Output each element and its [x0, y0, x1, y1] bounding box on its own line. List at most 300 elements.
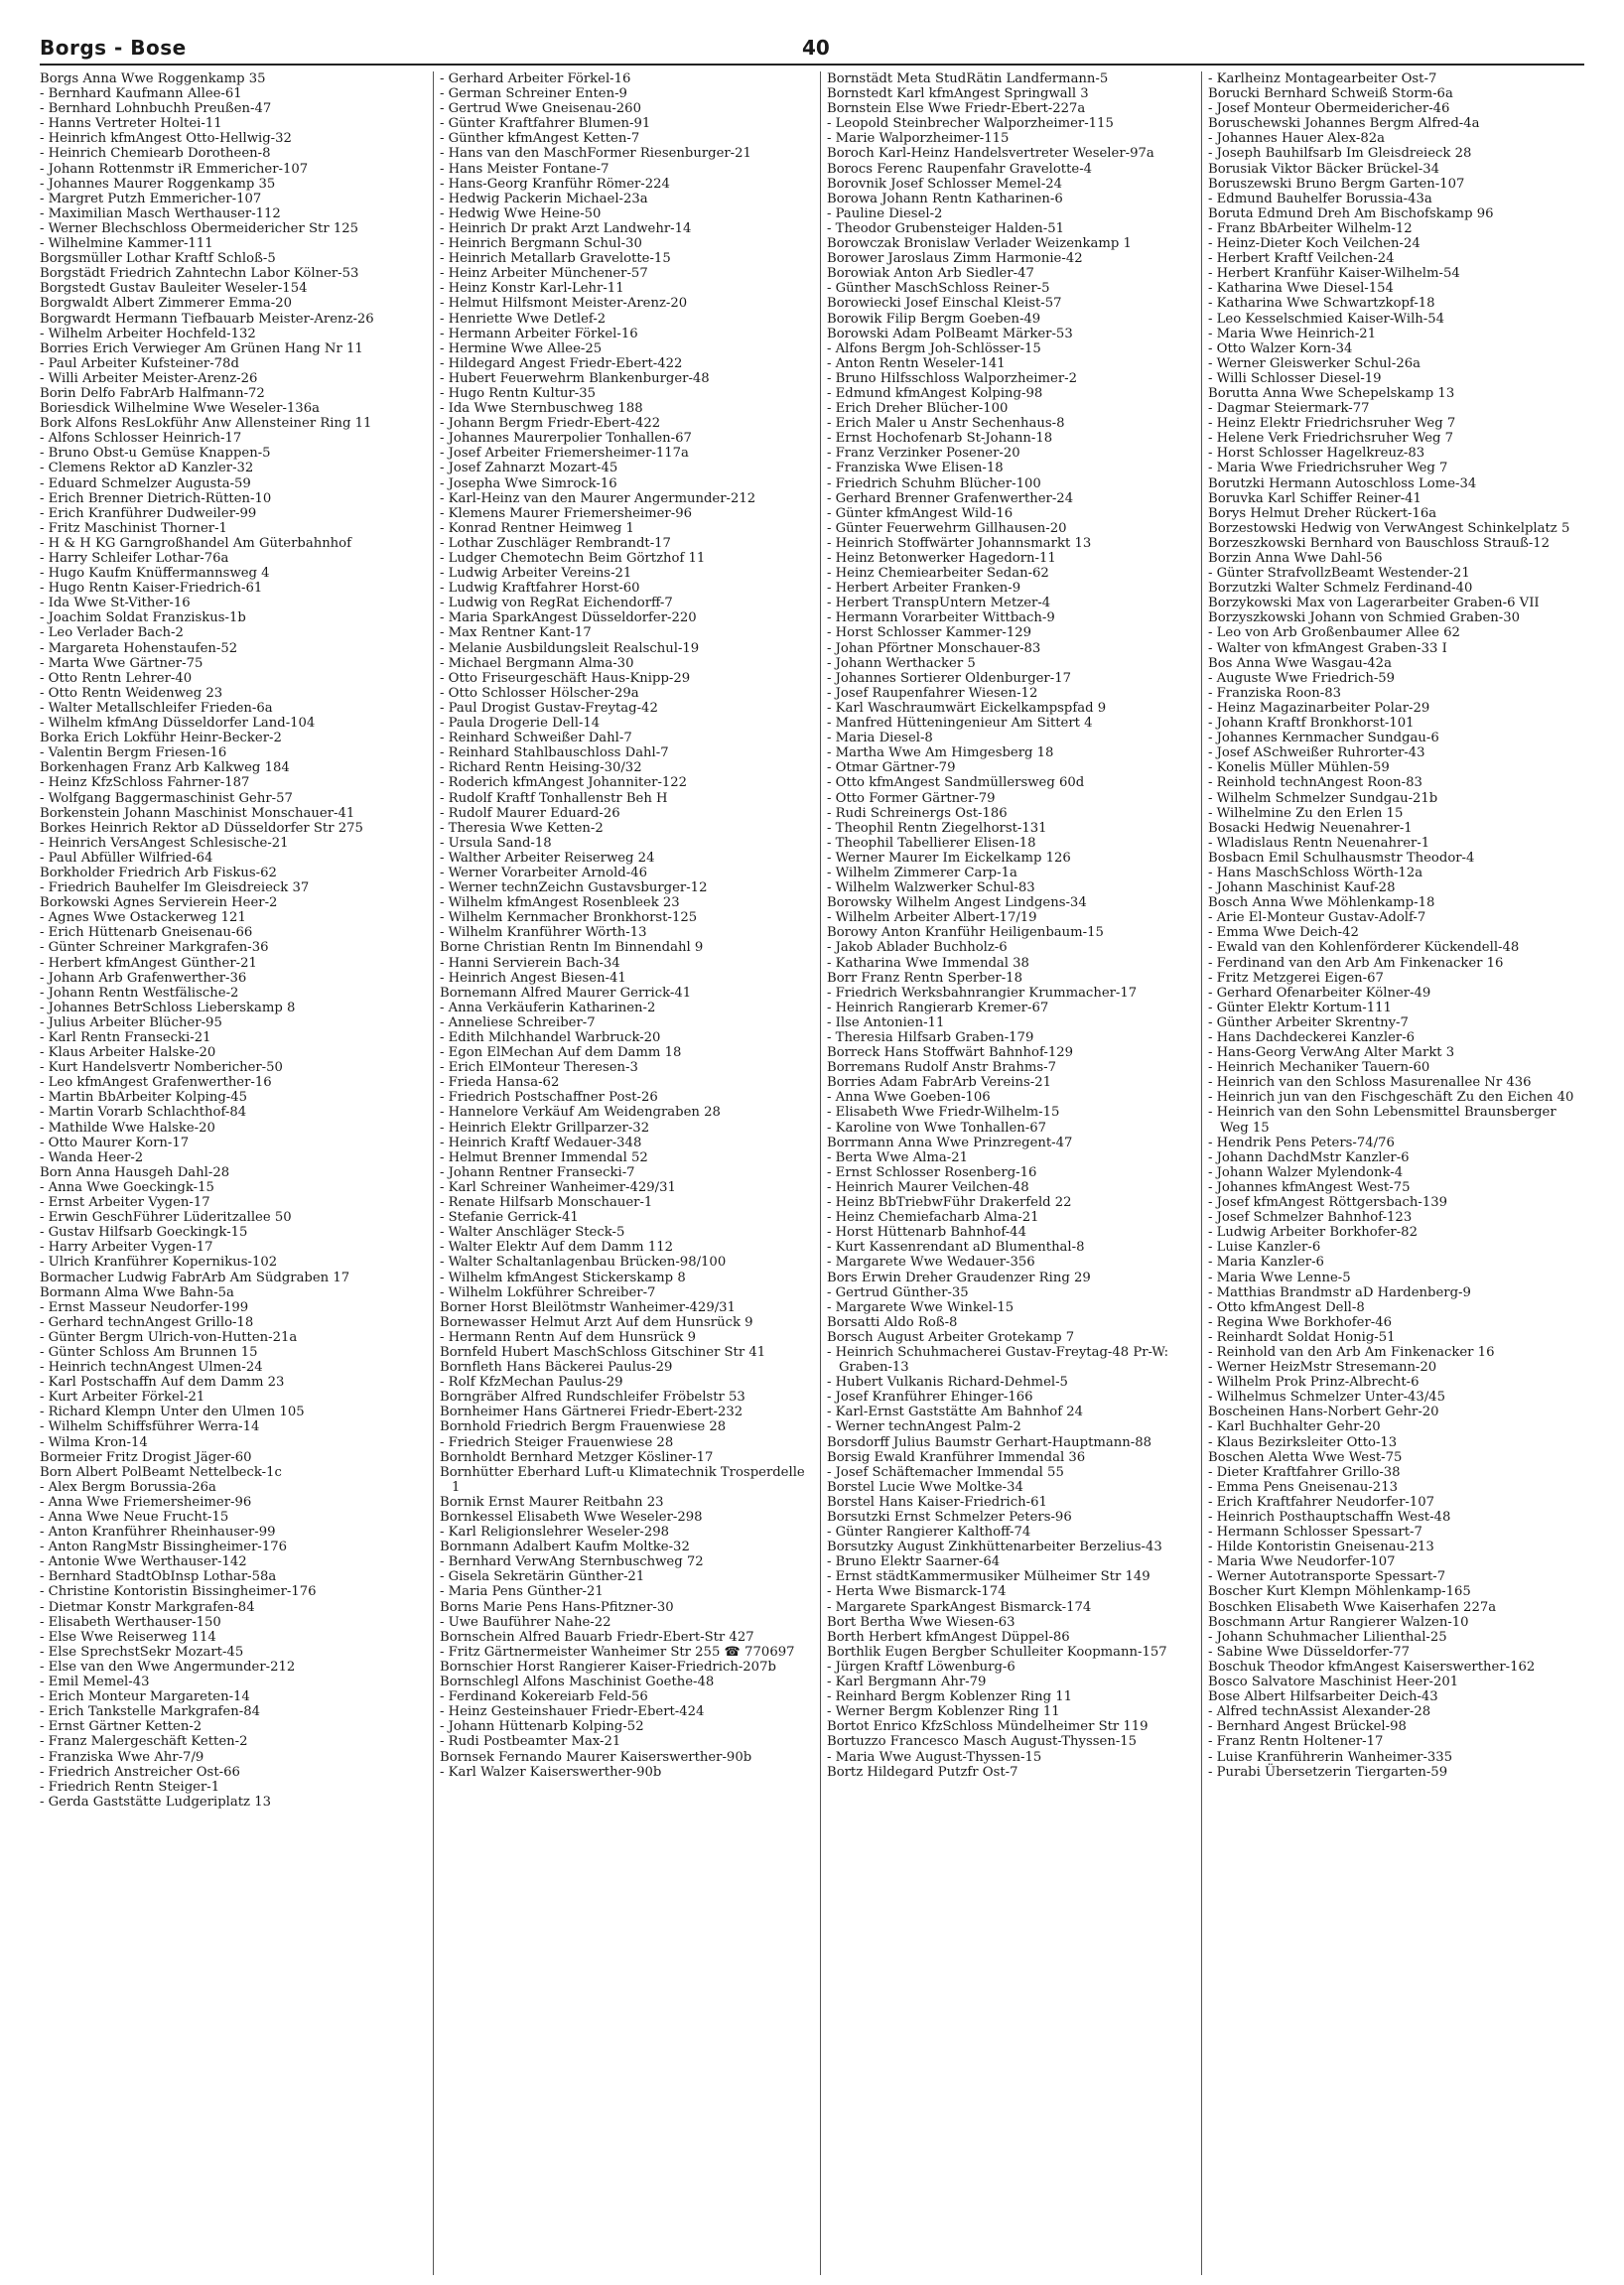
directory-entry: - Heinrich Posthauptschaffn West-48 [1208, 1510, 1451, 1525]
directory-entry: - Anna Wwe Neue Frucht-15 [40, 1510, 229, 1525]
directory-entry: - Anna Wwe Goeckingk-15 [40, 1179, 214, 1195]
directory-entry: Bornfeld Hubert MaschSchloss Gitschiner Str 41 [440, 1344, 766, 1360]
directory-entry: - Herbert Kraftf Veilchen-24 [1208, 251, 1395, 267]
directory-entry: - Maria Wwe Heinrich-21 [1208, 326, 1377, 341]
directory-entry: - Günter Schreiner Markgrafen-36 [40, 940, 269, 956]
directory-entry: - Luise Kranführerin Wanheimer-335 [1208, 1749, 1453, 1765]
directory-entry: - Uwe Bauführer Nahe-22 [440, 1614, 611, 1630]
directory-entry: - Purabi Übersetzerin Tiergarten-59 [1208, 1764, 1448, 1780]
directory-entry: - Heinz Elektr Friedrichsruher Weg 7 [1208, 416, 1456, 432]
directory-entry: - Theresia Hilfsarb Graben-179 [827, 1030, 1034, 1045]
directory-entry: Borthlik Eugen Bergber Schulleiter Koopmann-157 [827, 1644, 1167, 1660]
directory-entry: - Edmund Bauhelfer Borussia-43a [1208, 191, 1432, 206]
directory-entry: Borstel Hans Kaiser-Friedrich-61 [827, 1494, 1047, 1510]
directory-entry: Borns Marie Pens Hans-Pfitzner-30 [440, 1599, 674, 1615]
directory-entry: Bors Erwin Dreher Graudenzer Ring 29 [827, 1270, 1091, 1285]
directory-entry: Borth Herbert kfmAngest Düppel-86 [827, 1629, 1070, 1645]
directory-entry: Bosbacn Emil Schulhausmstr Theodor-4 [1208, 850, 1475, 866]
directory-entry: - Wilhelm Schmelzer Sundgau-21b [1208, 790, 1438, 806]
directory-entry: - Lothar Zuschläger Rembrandt-17 [440, 535, 671, 551]
directory-entry: - Hanni Servierein Bach-34 [440, 955, 620, 971]
directory-entry: - Bernhard Lohnbuchh Preußen-47 [40, 101, 272, 117]
directory-entry: - Alfons Schlosser Heinrich-17 [40, 431, 242, 447]
directory-entry: - Katharina Wwe Schwartzkopf-18 [1208, 296, 1435, 312]
directory-entry: - Rudolf Maurer Eduard-26 [440, 805, 620, 821]
directory-entry: - Willi Arbeiter Meister-Arenz-26 [40, 370, 258, 386]
directory-entry: - Reinhold van den Arb Am Finkenacker 16 [1208, 1344, 1495, 1360]
directory-entry: Borsutzky August Zinkhüttenarbeiter Berzelius-43 [827, 1540, 1162, 1555]
directory-entry: - Walter Schaltanlagenbau Brücken-98/100 [440, 1255, 727, 1271]
directory-entry: - Otto Rentn Weidenweg 23 [40, 685, 223, 701]
directory-entry: - Wilhelm Zimmerer Carp-1a [827, 865, 1017, 880]
directory-entry: - Anna Wwe Friemersheimer-96 [40, 1494, 252, 1510]
directory-entry: - Ewald van den Kohlenförderer Kückendell-48 [1208, 940, 1520, 956]
directory-entry: - Erich Brenner Dietrich-Rütten-10 [40, 490, 272, 506]
directory-entry: - Fritz Gärtnermeister Wanheimer Str 255 ☎ 770697 [440, 1644, 795, 1660]
directory-entry: Bornsek Fernando Maurer Kaiserswerther-90b [440, 1749, 752, 1765]
directory-entry: - Klaus Arbeiter Halske-20 [40, 1045, 216, 1061]
directory-entry: - Helmut Brenner Immendal 52 [440, 1149, 648, 1165]
column-1 [40, 71, 417, 2275]
directory-entry: - Günther Arbeiter Skrentny-7 [1208, 1014, 1409, 1030]
directory-entry: - Dieter Kraftfahrer Grillo-38 [1208, 1464, 1401, 1480]
directory-entry: Borne Christian Rentn Im Binnendahl 9 [440, 940, 704, 956]
directory-entry: - Auguste Wwe Friedrich-59 [1208, 670, 1396, 686]
directory-entry: - Margarete Wwe Winkel-15 [827, 1299, 1015, 1315]
directory-entry: - Regina Wwe Borkhofer-46 [1208, 1314, 1393, 1330]
directory-entry: Borzyszkowski Johann von Schmied Graben-30 [1208, 610, 1521, 626]
directory-entry: - Elisabeth Werthauser-150 [40, 1614, 221, 1630]
directory-entry: - Frieda Hansa-62 [440, 1075, 560, 1091]
directory-entry: Bormeier Fritz Drogist Jäger-60 [40, 1449, 252, 1465]
directory-entry: Borsutzki Ernst Schmelzer Peters-96 [827, 1510, 1072, 1525]
directory-entry: Borngräber Alfred Rundschleifer Fröbelstr 53 [440, 1390, 745, 1406]
directory-entry: - Rudi Schreinergs Ost-186 [827, 805, 1008, 821]
directory-entry: - Sabine Wwe Düsseldorfer-77 [1208, 1644, 1411, 1660]
directory-entry: - Ludwig Arbeiter Borkhofer-82 [1208, 1225, 1418, 1241]
directory-entry: Borowy Anton Kranführ Heiligenbaum-15 [827, 925, 1104, 941]
directory-entry: - Manfred Hütteningenieur Am Sittert 4 [827, 716, 1093, 732]
directory-entry: - Heinrich jun van den Fischgeschäft Zu den Eichen 40 [1208, 1090, 1574, 1106]
directory-entry: - Paul Arbeiter Kufsteiner-78d [40, 355, 239, 371]
directory-entry: - Wilhelmine Zu den Erlen 15 [1208, 805, 1404, 821]
directory-entry: - Hedwig Packerin Michael-23a [440, 191, 648, 206]
directory-entry: - Kurt Arbeiter Förkel-21 [40, 1390, 205, 1406]
directory-entry: - Franziska Wwe Ahr-7/9 [40, 1749, 204, 1765]
directory-entry: - Klaus Bezirksleiter Otto-13 [1208, 1434, 1398, 1450]
directory-entry: - German Schreiner Enten-9 [440, 86, 627, 102]
directory-entry: - Katharina Wwe Immendal 38 [827, 955, 1029, 971]
directory-entry: Borgstädt Friedrich Zahntechn Labor Kölner-53 [40, 266, 359, 282]
directory-entry: - Johann Werthacker 5 [827, 655, 976, 671]
directory-entry: - Bernhard VerwAng Sternbuschweg 72 [440, 1554, 704, 1570]
directory-entry: - Luise Kanzler-6 [1208, 1240, 1321, 1256]
directory-entry: - Walter von kfmAngest Graben-33 I [1208, 640, 1447, 656]
directory-entry: Boscher Kurt Klempn Möhlenkamp-165 [1208, 1584, 1471, 1600]
directory-entry: - Wilhelm kfmAng Düsseldorfer Land-104 [40, 716, 316, 732]
directory-entry: - Bruno Elektr Saarner-64 [827, 1554, 1001, 1570]
directory-entry: - Heinrich Dr prakt Arzt Landwehr-14 [440, 220, 692, 236]
directory-entry: - Otto Rentn Lehrer-40 [40, 670, 193, 686]
directory-entry: - Günter Bergm Ulrich-von-Hutten-21a [40, 1329, 298, 1345]
directory-entry: - Leo Kesselschmied Kaiser-Wilh-54 [1208, 311, 1445, 327]
directory-entry: Borowik Filip Bergm Goeben-49 [827, 311, 1041, 327]
directory-entry: - Heinrich van den Sohn Lebensmittel Braunsberger Weg 15 [1208, 1105, 1560, 1136]
directory-entry: - Karl Walzer Kaiserswerther-90b [440, 1764, 662, 1780]
directory-entry: - Erich Tankstelle Markgrafen-84 [40, 1704, 260, 1720]
directory-entry: Boruszewski Bruno Bergm Garten-107 [1208, 176, 1465, 192]
directory-entry: Borgwaldt Albert Zimmerer Emma-20 [40, 296, 292, 312]
directory-entry: - Heinz BbTriebwFühr Drakerfeld 22 [827, 1195, 1072, 1211]
directory-entry: - Bruno Obst-u Gemüse Knappen-5 [40, 446, 271, 462]
directory-entry: - Heinz Betonwerker Hagedorn-11 [827, 551, 1056, 566]
directory-entry: - Helene Verk Friedrichsruher Weg 7 [1208, 431, 1454, 447]
directory-entry: - Michael Bergmann Alma-30 [440, 655, 634, 671]
directory-entry: Bormacher Ludwig FabrArb Am Südgraben 17 [40, 1270, 350, 1285]
directory-entry: Borowiecki Josef Einschal Kleist-57 [827, 296, 1062, 312]
directory-entry: - Werner Maurer Im Eickelkamp 126 [827, 850, 1071, 866]
directory-entry: - Leopold Steinbrecher Walporzheimer-115 [827, 116, 1114, 132]
directory-entry: Bose Albert Hilfsarbeiter Deich-43 [1208, 1689, 1438, 1705]
directory-entry: - Herbert Kranführ Kaiser-Wilhelm-54 [1208, 266, 1460, 282]
directory-entry: Borremans Rudolf Anstr Brahms-7 [827, 1060, 1057, 1076]
directory-entry: - Wilma Kron-14 [40, 1434, 148, 1450]
directory-entry: Boruvka Karl Schiffer Reiner-41 [1208, 490, 1421, 506]
directory-entry: Bornstedt Karl kfmAngest Springwall 3 [827, 86, 1089, 102]
directory-entry: - Else SprechstSekr Mozart-45 [40, 1644, 244, 1660]
directory-entry: - Anna Wwe Goeben-106 [827, 1090, 991, 1106]
directory-entry: - Horst Schlosser Kammer-129 [827, 625, 1032, 641]
directory-entry: Borowiak Anton Arb Siedler-47 [827, 266, 1034, 282]
directory-entry: - Heinrich VersAngest Schlesische-21 [40, 835, 289, 851]
directory-entry: - Theophil Tabellierer Elisen-18 [827, 835, 1036, 851]
directory-entry: - Johannes kfmAngest West-75 [1208, 1179, 1411, 1195]
directory-entry: - Heinz Arbeiter Münchener-57 [440, 266, 648, 282]
directory-entry: - Franz Verzinker Posener-20 [827, 446, 1020, 462]
directory-entry: - Margarete SparkAngest Bismarck-174 [827, 1599, 1092, 1615]
directory-entry: - Rolf KfzMechan Paulus-29 [440, 1375, 623, 1391]
directory-entry: Borreck Hans Stoffwärt Bahnhof-129 [827, 1045, 1074, 1061]
directory-entry: - Friedrich Rentn Steiger-1 [40, 1779, 220, 1795]
directory-entry: - Hedwig Wwe Heine-50 [440, 205, 602, 221]
directory-entry: - Hans-Georg Kranführ Römer-224 [440, 176, 670, 192]
directory-entry: - Wilhelmus Schmelzer Unter-43/45 [1208, 1390, 1446, 1406]
directory-columns [40, 71, 1584, 2275]
directory-entry: - Erich Kraftfahrer Neudorfer-107 [1208, 1494, 1435, 1510]
directory-entry: - Ulrich Kranführer Kopernikus-102 [40, 1255, 278, 1271]
directory-entry: - Karl Religionslehrer Weseler-298 [440, 1525, 670, 1541]
column-4 [1201, 71, 1585, 2275]
directory-entry: Bortot Enrico KfzSchloss Mündelheimer Str 119 [827, 1719, 1149, 1735]
directory-entry: Bortuzzo Francesco Masch August-Thyssen-15 [827, 1734, 1138, 1750]
directory-entry: - Ludwig Arbeiter Vereins-21 [440, 566, 632, 582]
directory-entry: - Kurt Handelsvertr Nombericher-50 [40, 1060, 283, 1076]
directory-entry: Borka Erich Lokführ Heinr-Becker-2 [40, 731, 282, 746]
directory-entry: Boruta Edmund Dreh Am Bischofskamp 96 [1208, 205, 1494, 221]
directory-entry: - Heinrich Metallarb Gravelotte-15 [440, 251, 671, 267]
directory-entry: Bosch Anna Wwe Möhlenkamp-18 [1208, 895, 1435, 911]
directory-entry: - Alex Bergm Borussia-26a [40, 1479, 216, 1495]
directory-entry: Bornkessel Elisabeth Wwe Weseler-298 [440, 1510, 703, 1525]
directory-entry: - Leo Verlader Bach-2 [40, 625, 184, 641]
directory-entry: - Max Rentner Kant-17 [440, 625, 592, 641]
directory-entry: - Paula Drogerie Dell-14 [440, 716, 601, 732]
directory-entry: - Hendrik Pens Peters-74/76 [1208, 1135, 1395, 1150]
directory-entry: - Stefanie Gerrick-41 [440, 1210, 579, 1226]
directory-entry: - Bernhard StadtObInsp Lothar-58a [40, 1569, 277, 1585]
directory-entry: Borkenhagen Franz Arb Kalkweg 184 [40, 760, 290, 776]
directory-entry: - Josef Arbeiter Friemersheimer-117a [440, 446, 689, 462]
directory-entry: - Gerhard Ofenarbeiter Kölner-49 [1208, 985, 1431, 1001]
directory-entry: - Friedrich Anstreicher Ost-66 [40, 1764, 240, 1780]
directory-entry: - Anna Verkäuferin Katharinen-2 [440, 1000, 656, 1015]
directory-entry: - Johannes Maurer Roggenkamp 35 [40, 176, 276, 192]
directory-entry: - Josef Monteur Obermeidericher-46 [1208, 101, 1450, 117]
directory-entry: - Anton RangMstr Bissingheimer-176 [40, 1540, 288, 1555]
directory-entry: - Heinz Konstr Karl-Lehr-11 [440, 281, 624, 297]
directory-entry: - Heinrich Maurer Veilchen-48 [827, 1179, 1029, 1195]
directory-entry: - Karoline von Wwe Tonhallen-67 [827, 1120, 1046, 1136]
directory-entry: - Elisabeth Wwe Friedr-Wilhelm-15 [827, 1105, 1060, 1121]
directory-entry: - Hans Meister Fontane-7 [440, 161, 609, 177]
directory-entry: Bornholdt Bernhard Metzger Kösliner-17 [440, 1449, 714, 1465]
directory-entry: - Bruno Hilfsschloss Walporzheimer-2 [827, 370, 1077, 386]
directory-entry: - Johannes BetrSchloss Lieberskamp 8 [40, 1000, 296, 1015]
directory-entry: Borzestowski Hedwig von VerwAngest Schinkelplatz 5 [1208, 520, 1570, 536]
directory-entry: - Johannes Kernmacher Sundgau-6 [1208, 731, 1439, 746]
directory-entry: - Karl-Ernst Gaststätte Am Bahnhof 24 [827, 1405, 1084, 1420]
directory-entry: - Arie El-Monteur Gustav-Adolf-7 [1208, 910, 1426, 926]
directory-entry: - Heinz-Dieter Koch Veilchen-24 [1208, 236, 1421, 252]
directory-entry: - Heinrich Chemiearb Dorotheen-8 [40, 146, 271, 162]
directory-entry: Borsch August Arbeiter Grotekamp 7 [827, 1329, 1075, 1345]
directory-entry: - Josef Schmelzer Bahnhof-123 [1208, 1210, 1413, 1226]
directory-entry: - Heinz Magazinarbeiter Polar-29 [1208, 700, 1430, 716]
directory-entry: - Clemens Rektor aD Kanzler-32 [40, 461, 254, 476]
directory-entry: - Johann Schuhmacher Lilienthal-25 [1208, 1629, 1447, 1645]
directory-entry: - Emma Pens Gneisenau-213 [1208, 1479, 1398, 1495]
directory-entry: Boriesdick Wilhelmine Wwe Weseler-136a [40, 401, 320, 417]
directory-entry: - Anneliese Schreiber-7 [440, 1014, 596, 1030]
directory-entry: - Erich ElMonteur Theresen-3 [440, 1060, 638, 1076]
directory-entry: - Jürgen Kraftf Löwenburg-6 [827, 1659, 1015, 1675]
directory-entry: Boschken Elisabeth Wwe Kaiserhafen 227a [1208, 1599, 1497, 1615]
directory-entry: Borkenstein Johann Maschinist Monschauer-41 [40, 805, 355, 821]
directory-entry: - Anton Kranführer Rheinhauser-99 [40, 1525, 276, 1541]
directory-entry: - Gisela Sekretärin Günther-21 [440, 1569, 645, 1585]
directory-entry: - Wilhelm Kranführer Wörth-13 [440, 925, 647, 941]
directory-entry: Bort Bertha Wwe Wiesen-63 [827, 1614, 1015, 1630]
directory-entry: Borzutzki Walter Schmelz Ferdinand-40 [1208, 581, 1473, 597]
directory-entry: - H & H KG Garngroßhandel Am Güterbahnhof [40, 535, 351, 551]
directory-entry: - Konelis Müller Mühlen-59 [1208, 760, 1390, 776]
directory-entry: Bornstädt Meta StudRätin Landfermann-5 [827, 71, 1109, 86]
directory-entry: - Johannes Maurerpolier Tonhallen-67 [440, 431, 692, 447]
directory-entry: - Heinrich Schuhmacherei Gustav-Freytag-48 Pr-W: Graben-13 [827, 1344, 1173, 1376]
directory-entry: - Wilhelm kfmAngest Rosenbleek 23 [440, 895, 680, 911]
directory-entry: - Emma Wwe Deich-42 [1208, 925, 1359, 941]
directory-entry: - Werner Blechschloss Obermeidericher Str 125 [40, 220, 358, 236]
directory-entry: - Heinz KfzSchloss Fahrner-187 [40, 775, 250, 791]
directory-entry: - Alfons Bergm Joh-Schlösser-15 [827, 340, 1041, 356]
directory-entry: - Josepha Wwe Simrock-16 [440, 475, 617, 491]
directory-entry: - Wolfgang Baggermaschinist Gehr-57 [40, 790, 293, 806]
directory-entry: Borsdorff Julius Baumstr Gerhart-Hauptmann-88 [827, 1434, 1151, 1450]
directory-entry: - Werner Gleiswerker Schul-26a [1208, 355, 1421, 371]
directory-entry: Bortz Hildegard Putzfr Ost-7 [827, 1764, 1018, 1780]
directory-entry: - Edmund kfmAngest Kolping-98 [827, 385, 1043, 401]
directory-entry: - Erwin GeschFührer Lüderitzallee 50 [40, 1210, 292, 1226]
directory-entry: - Maximilian Masch Werthauser-112 [40, 205, 281, 221]
directory-entry: - Ernst Masseur Neudorfer-199 [40, 1299, 249, 1315]
directory-entry: - Walter Anschläger Steck-5 [440, 1225, 625, 1241]
directory-entry: - Franz Malergeschäft Ketten-2 [40, 1734, 248, 1750]
directory-entry: Borgs Anna Wwe Roggenkamp 35 [40, 71, 266, 86]
directory-entry: - Egon ElMechan Auf dem Damm 18 [440, 1045, 682, 1061]
directory-entry: - Margret Putzh Emmericher-107 [40, 191, 262, 206]
directory-entry: Borowczak Bronislaw Verlader Weizenkamp 1 [827, 236, 1132, 252]
directory-entry: - Karl Waschraumwärt Eickelkampspfad 9 [827, 700, 1107, 716]
directory-entry: - Franz Rentn Holtener-17 [1208, 1734, 1384, 1750]
directory-entry: - Johann Bergm Friedr-Ebert-422 [440, 416, 661, 432]
directory-entry: - Walter Metallschleifer Frieden-6a [40, 700, 273, 716]
directory-entry: Boschmann Artur Rangierer Walzen-10 [1208, 1614, 1469, 1630]
directory-entry: Boschen Aletta Wwe West-75 [1208, 1449, 1403, 1465]
directory-entry: - Heinrich Kraftf Wedauer-348 [440, 1135, 642, 1150]
directory-entry: - Hermine Wwe Allee-25 [440, 340, 603, 356]
directory-entry: - Herta Wwe Bismarck-174 [827, 1584, 1007, 1600]
directory-entry: - Otmar Gärtner-79 [827, 760, 956, 776]
directory-entry: Bosacki Hedwig Neuenahrer-1 [1208, 820, 1413, 836]
directory-entry: - Herbert kfmAngest Günther-21 [40, 955, 257, 971]
column-3 [820, 71, 1198, 2275]
directory-entry: - Pauline Diesel-2 [827, 205, 943, 221]
directory-entry: - Hugo Rentn Kultur-35 [440, 385, 597, 401]
directory-entry: - Dietmar Konstr Markgrafen-84 [40, 1599, 255, 1615]
directory-entry: Borner Horst Bleilötmstr Wanheimer-429/31 [440, 1299, 736, 1315]
directory-entry: - Edith Milchhandel Warbruck-20 [440, 1030, 661, 1045]
directory-entry: Borzin Anna Wwe Dahl-56 [1208, 551, 1383, 566]
directory-entry: - Leo von Arb Großenbaumer Allee 62 [1208, 625, 1460, 641]
directory-entry: - Maria Wwe Friedrichsruher Weg 7 [1208, 461, 1448, 476]
directory-entry: - Werner technZeichn Gustavsburger-12 [440, 880, 708, 896]
directory-entry: Borusiak Viktor Bäcker Brückel-34 [1208, 161, 1440, 177]
directory-entry: - Hans Dachdeckerei Kanzler-6 [1208, 1030, 1416, 1045]
directory-entry: - Maria Wwe Neudorfer-107 [1208, 1554, 1396, 1570]
directory-entry: - Julius Arbeiter Blücher-95 [40, 1014, 222, 1030]
directory-entry: - Klemens Maurer Friemersheimer-96 [440, 505, 692, 521]
directory-entry: - Ernst Schlosser Rosenberg-16 [827, 1164, 1037, 1180]
directory-entry: - Ilse Antonien-11 [827, 1014, 945, 1030]
directory-entry: - Friedrich Postschaffner Post-26 [440, 1090, 658, 1106]
directory-entry: - Hermann Arbeiter Förkel-16 [440, 326, 638, 341]
directory-entry: - Friedrich Steiger Frauenwiese 28 [440, 1434, 674, 1450]
directory-entry: - Margareta Hohenstaufen-52 [40, 640, 238, 656]
directory-entry: - Werner HeizMstr Stresemann-20 [1208, 1360, 1437, 1376]
directory-entry: - Gustav Hilfsarb Goeckingk-15 [40, 1225, 248, 1241]
directory-entry: - Heinrich kfmAngest Otto-Hellwig-32 [40, 131, 292, 147]
directory-entry: - Hans MaschSchloss Wörth-12a [1208, 865, 1423, 880]
directory-entry: - Erich Kranführer Dudweiler-99 [40, 505, 257, 521]
directory-entry: - Harry Arbeiter Vygen-17 [40, 1240, 213, 1256]
directory-entry: - Ernst Gärtner Ketten-2 [40, 1719, 203, 1735]
directory-entry: - Karl Schreiner Wanheimer-429/31 [440, 1179, 676, 1195]
directory-entry: - Theresia Wwe Ketten-2 [440, 820, 604, 836]
directory-entry: Bornhütter Eberhard Luft-u Klimatechnik Trosperdelle 1 [440, 1464, 809, 1495]
directory-entry: - Antonie Wwe Werthauser-142 [40, 1554, 247, 1570]
directory-entry: Bornschein Alfred Bauarb Friedr-Ebert-Str 427 [440, 1629, 754, 1645]
directory-entry: - Horst Schlosser Hagelkreuz-83 [1208, 446, 1425, 462]
directory-entry: - Johann Rentn Westfälische-2 [40, 985, 239, 1001]
directory-entry: - Bernhard Kaufmann Allee-61 [40, 86, 242, 102]
directory-entry: Born Albert PolBeamt Nettelbeck-1c [40, 1464, 282, 1480]
directory-entry: - Wilhelm Arbeiter Hochfeld-132 [40, 326, 256, 341]
directory-entry: - Joachim Soldat Franziskus-1b [40, 610, 246, 626]
directory-entry: - Werner Vorarbeiter Arnold-46 [440, 865, 647, 880]
directory-entry: - Christine Kontoristin Bissingheimer-176 [40, 1584, 317, 1600]
directory-entry: - Ernst Arbeiter Vygen-17 [40, 1195, 210, 1211]
directory-entry: - Wilhelm Prok Prinz-Albrecht-6 [1208, 1375, 1420, 1391]
directory-entry: Bork Alfons ResLokführ Anw Allensteiner Ring 11 [40, 416, 372, 432]
directory-entry: - Katharina Wwe Diesel-154 [1208, 281, 1394, 297]
directory-entry: Bornemann Alfred Maurer Gerrick-41 [440, 985, 692, 1001]
directory-entry: - Gertrud Wwe Gneisenau-260 [440, 101, 641, 117]
directory-entry: - Maria Diesel-8 [827, 731, 933, 746]
directory-entry: - Franz BbArbeiter Wilhelm-12 [1208, 220, 1413, 236]
directory-entry: - Friedrich Schuhm Blücher-100 [827, 475, 1041, 491]
directory-entry: - Maria Kanzler-6 [1208, 1255, 1324, 1271]
directory-entry: - Johann Rottenmstr iR Emmericher-107 [40, 161, 309, 177]
directory-entry: - Martha Wwe Am Himgesberg 18 [827, 745, 1054, 761]
directory-entry: Borowski Adam PolBeamt Märker-53 [827, 326, 1073, 341]
directory-entry: - Heinrich Rangierarb Kremer-67 [827, 1000, 1049, 1015]
directory-entry: Borgstedt Gustav Bauleiter Weseler-154 [40, 281, 308, 297]
directory-entry: - Melanie Ausbildungsleit Realschul-19 [440, 640, 700, 656]
directory-entry: - Else Wwe Reiserweg 114 [40, 1629, 216, 1645]
directory-entry: - Erich Dreher Blücher-100 [827, 401, 1009, 417]
directory-entry: - Theodor Grubensteiger Halden-51 [827, 220, 1065, 236]
directory-entry: - Hermann Rentn Auf dem Hunsrück 9 [440, 1329, 697, 1345]
directory-entry: - Hermann Vorarbeiter Wittbach-9 [827, 610, 1055, 626]
directory-entry: - Horst Hüttenarb Bahnhof-44 [827, 1225, 1026, 1241]
directory-entry: - Ernst Hochofenarb St-Johann-18 [827, 431, 1053, 447]
directory-entry: - Karl Buchhalter Gehr-20 [1208, 1419, 1381, 1435]
directory-entry: - Jakob Ablader Buchholz-6 [827, 940, 1008, 956]
directory-entry: - Hans van den MaschFormer Riesenburger-21 [440, 146, 751, 162]
directory-entry: - Reinhard Bergm Koblenzer Ring 11 [827, 1689, 1073, 1705]
running-head: Borgs - Bose [40, 36, 187, 60]
directory-entry: - Günther kfmAngest Ketten-7 [440, 131, 640, 147]
directory-entry: Bornfleth Hans Bäckerei Paulus-29 [440, 1360, 673, 1376]
directory-entry: - Reinhold technAngest Roon-83 [1208, 775, 1422, 791]
directory-entry: - Richard Klempn Unter den Ulmen 105 [40, 1405, 305, 1420]
directory-entry: - Johann Arb Grafenwerther-36 [40, 970, 247, 986]
directory-entry: - Josef Schäftemacher Immendal 55 [827, 1464, 1064, 1480]
directory-entry: - Johann Walzer Mylendonk-4 [1208, 1164, 1404, 1180]
directory-entry: Borkes Heinrich Rektor aD Düsseldorfer Str 275 [40, 820, 363, 836]
directory-entry: - Karlheinz Montagearbeiter Ost-7 [1208, 71, 1437, 86]
directory-entry: - Johann Kraftf Bronkhorst-101 [1208, 716, 1415, 732]
directory-entry: - Gerhard Brenner Grafenwerther-24 [827, 490, 1074, 506]
directory-entry: Boschuk Theodor kfmAngest Kaiserswerther-162 [1208, 1659, 1536, 1675]
directory-entry: Boscheinen Hans-Norbert Gehr-20 [1208, 1405, 1439, 1420]
directory-entry: Bornmann Adalbert Kaufm Moltke-32 [440, 1540, 690, 1555]
directory-entry: - Hanns Vertreter Holtei-11 [40, 116, 222, 132]
directory-entry: Borovnik Josef Schlosser Memel-24 [827, 176, 1063, 192]
directory-entry: - Martin BbArbeiter Kolping-45 [40, 1090, 248, 1106]
directory-entry: - Heinrich Angest Biesen-41 [440, 970, 626, 986]
directory-entry: - Erich Hüttenarb Gneisenau-66 [40, 925, 253, 941]
